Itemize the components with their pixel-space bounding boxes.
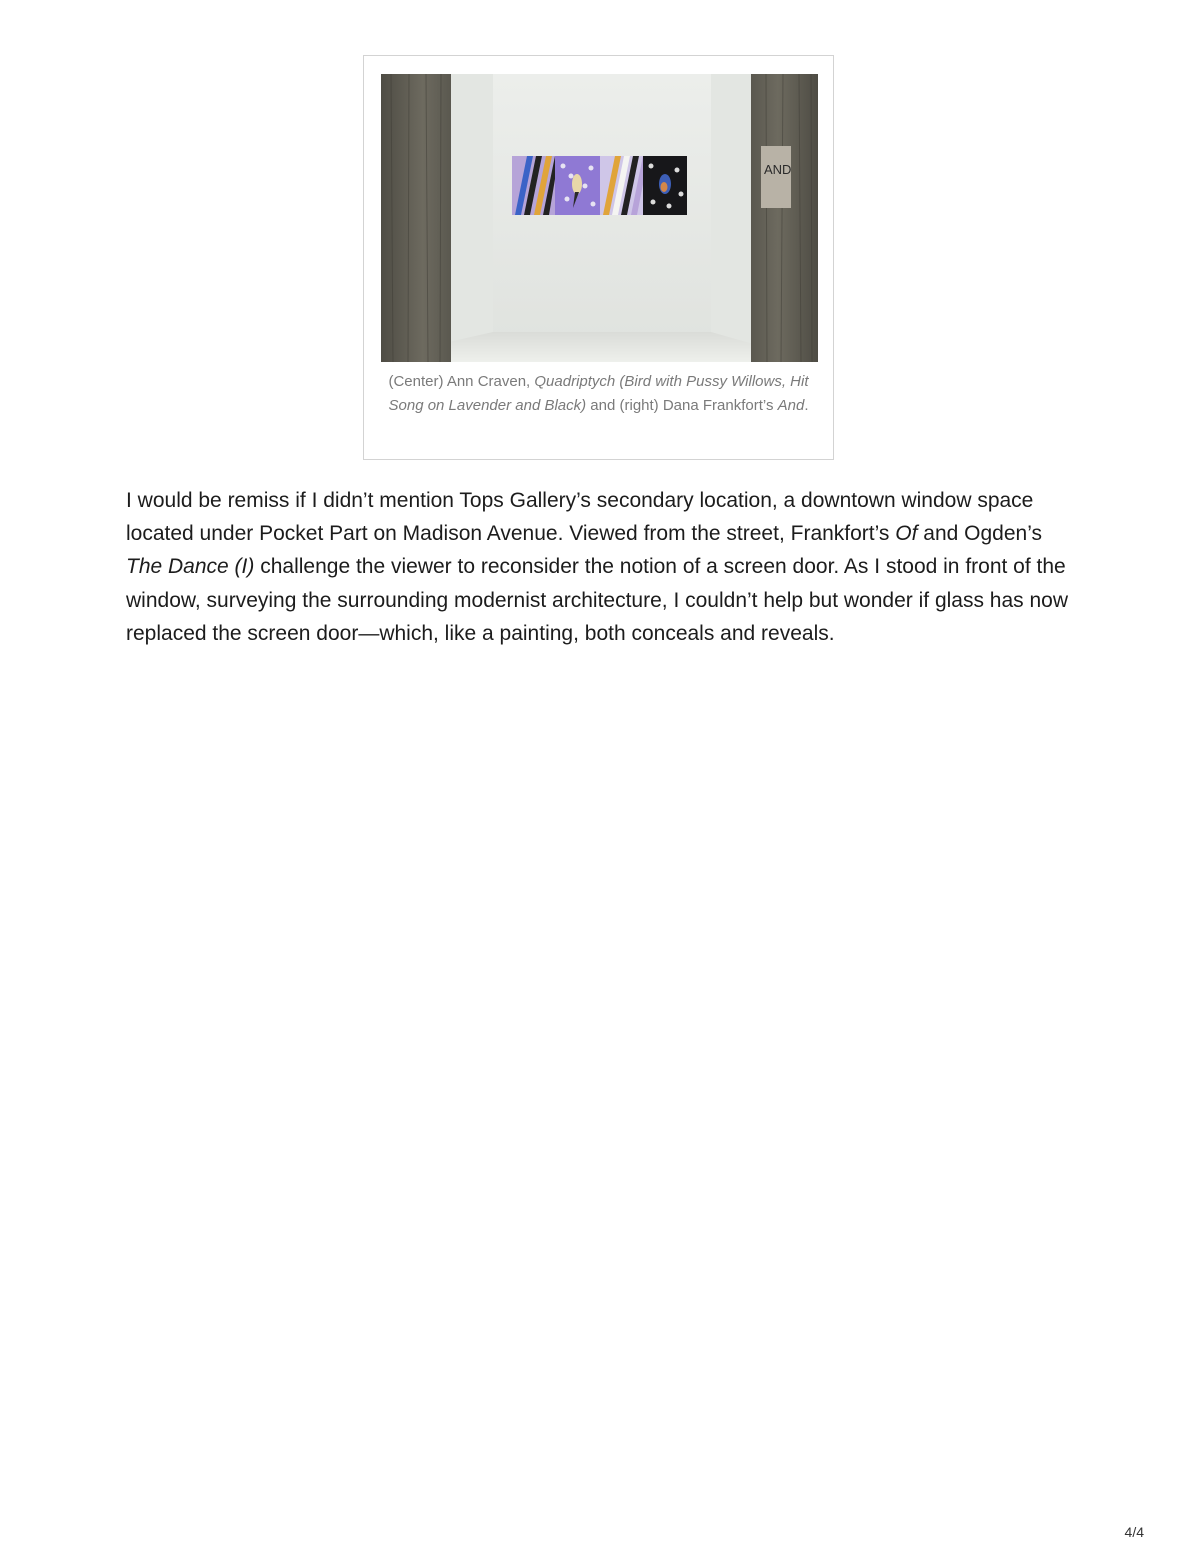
gallery-photo — [381, 74, 818, 362]
and-sign-text: AND — [764, 162, 792, 177]
artwork-title: Quadriptych (Bird with Pussy Willows, Hit Song on Lavender and Black) — [388, 373, 809, 414]
caption-text: . — [804, 397, 809, 414]
artwork-title: And — [777, 397, 805, 414]
figure-caption — [376, 370, 821, 418]
artwork-title: Of — [895, 522, 918, 546]
page-number: 4/4 — [1124, 1524, 1144, 1540]
article-paragraph — [126, 484, 1076, 650]
artwork-title: The Dance (I) — [126, 555, 255, 579]
caption-text: and (right) Dana Frankfort’s — [586, 397, 778, 414]
figure — [363, 55, 834, 460]
paragraph-text: and Ogden’s — [917, 522, 1042, 546]
paragraph-text: I would be remiss if I didn’t mention Tops Gallery’s secondary location, a downtown window space located under Pocket Part on Madison Avenue. Viewed from the street, Frankfort’s — [126, 489, 1034, 546]
caption-text: (Center) Ann Craven, — [388, 373, 535, 390]
paragraph-text: challenge the viewer to reconsider the notion of a screen door. As I stood in front of the window, surveying the surrounding modernist architecture, I couldn’t help but wonder if glass has now replaced the screen door—which, like a painting, both conceals and reveals. — [126, 555, 1069, 645]
